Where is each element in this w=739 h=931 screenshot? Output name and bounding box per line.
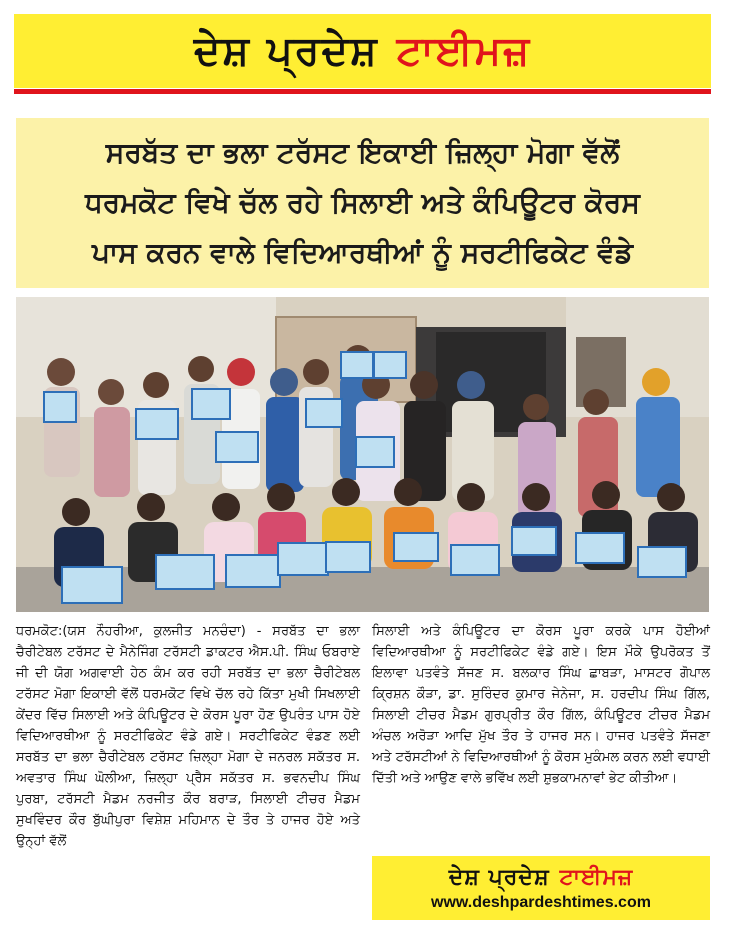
headline-line-1: ਸਰਬੱਤ ਦਾ ਭਲਾ ਟਰੱਸਟ ਇਕਾਈ ਜ਼ਿਲ੍ਹਾ ਮੋਗਾ ਵੱਲੋਂ [105, 136, 620, 169]
group-photo-illustration [16, 297, 709, 612]
headline-line-2: ਧਰਮਕੋਟ ਵਿਖੇ ਚੱਲ ਰਹੇ ਸਿਲਾਈ ਅਤੇ ਕੰਪਿਊਟਰ ਕੋਰਸ [85, 186, 640, 219]
footer-website-link[interactable]: www.deshpardeshtimes.com [431, 893, 651, 911]
footer-brand-box [372, 856, 710, 920]
article-headline [16, 118, 709, 288]
group-photo [16, 297, 709, 612]
footer-title [449, 865, 634, 890]
masthead-word-desh-pardesh: ਦੇਸ਼ ਪ੍ਰਦੇਸ਼ [193, 28, 379, 74]
article-body-right-column: ਸਿਲਾਈ ਅਤੇ ਕੰਪਿਊਟਰ ਦਾ ਕੋਰਸ ਪੂਰਾ ਕਰਕੇ ਪਾਸ ਹੋਈਆਂ ਵਿਦਿਆਰਥੀਆ ਨੂੰ ਸਰਟੀਫਿਕੇਟ ਵੰਡੇ ਗਏ। ਇਸ ਮੌਕੇ ਉਪਰੋਕਤ ਤੋਂ ਇਲਾਵਾ ਪਤਵੰਤੇ ਸੱਜਣ ਸ. ਬਲਕਾਰ ਸਿੰਘ ਛਾਬੜਾ, ਮਾਸਟਰ ਗੋਪਾਲ ਕ੍ਰਿਸ਼ਨ ਕੌੜਾ, ਡਾ. ਸੁਰਿੰਦਰ ਕੁਮਾਰ ਜੇਨੇਜਾ, ਸ. ਹਰਦੀਪ ਸਿੰਘ ਗਿੱਲ, ਸਿਲਾਈ ਟੀਚਰ ਮੈਡਮ ਗੁਰਪ੍ਰੀਤ ਕੌਰ ਗਿੱਲ, ਕੰਪਿਊਟਰ ਟੀਚਰ ਮੈਡਮ ਅੰਚਲ ਅਰੋੜਾ ਆਦਿ ਮੁੱਖ ਤੌਰ ਤੇ ਹਾਜਰ ਸਨ। ਹਾਜਰ ਪਤਵੰਤੇ ਸੱਜਣਾ ਅਤੇ ਟਰੱਸਟੀਆਂ ਨੇ ਵਿਦਿਆਰਥੀਆਂ ਨੂੰ ਕੋਰਸ ਮੁਕੰਮਲ ਕਰਨ ਲਈ ਵਧਾਈ ਦਿੱਤੀ ਅਤੇ ਆਉਣ ਵਾਲੇ ਭਵਿੱਖ ਲਈ ਸ਼ੁਭਕਾਮਨਾਵਾਂ ਭੇਟ ਕੀਤੀਆ। [372, 624, 710, 786]
footer-word-desh-pardesh: ਦੇਸ਼ ਪ੍ਰਦੇਸ਼ [448, 864, 550, 890]
masthead-divider [14, 89, 711, 94]
headline-line-3: ਪਾਸ ਕਰਨ ਵਾਲੇ ਵਿਦਿਆਰਥੀਆਂ ਨੂੰ ਸਰਟੀਫਿਕੇਟ ਵੰਡੇ [92, 236, 633, 269]
article-body-left-column: ਧਰਮਕੋਟ:(ਯਸ ਨੌਹਰੀਆ, ਕੁਲਜੀਤ ਮਨਚੰਦਾ) - ਸਰਬੱਤ ਦਾ ਭਲਾ ਚੈਰੀਟੇਬਲ ਟਰੱਸਟ ਦੇ ਮੈਨੇਜਿੰਗ ਟਰੱਸਟੀ ਡਾਕਟਰ ਐਸ.ਪੀ. ਸਿੰਘ ਓਬਰਾਏ ਜੀ ਦੀ ਯੋਗ ਅਗਵਾਈ ਹੇਠ ਕੰਮ ਕਰ ਰਹੀ ਸਰਬੱਤ ਦਾ ਭਲਾ ਚੈਰੀਟੇਬਲ ਟਰੱਸਟ ਮੋਗਾ ਇਕਾਈ ਵੱਲੋਂ ਧਰਮਕੋਟ ਵਿਖੇ ਚੱਲ ਰਹੇ ਕਿੱਤਾ ਮੁਖੀ ਸਿਖਲਾਈ ਕੇਂਦਰ ਵਿੱਚ ਸਿਲਾਈ ਅਤੇ ਕੰਪਿਊਟਰ ਦੇ ਕੋਰਸ ਪੂਰਾ ਹੋਣ ਉਪਰੰਤ ਪਾਸ ਹੋਏ ਵਿਦਿਆਰਥੀਆ ਨੂੰ ਸਰਟੀਫਿਕੇਟ ਵੰਡੇ ਗਏ। ਸਰਟੀਫਿਕੇਟ ਵੰਡਣ ਲਈ ਸਰਬੱਤ ਦਾ ਭਲਾ ਚੈਰੀਟੇਬਲ ਟਰੱਸਟ ਜ਼ਿਲ੍ਹਾ ਮੋਗਾ ਦੇ ਜਨਰਲ ਸਕੱਤਰ ਸ. ਅਵਤਾਰ ਸਿੰਘ ਘੋਲੀਆ, ਜ਼ਿਲ੍ਹਾ ਪ੍ਰੈਸ ਸਕੱਤਰ ਸ. ਭਵਨਦੀਪ ਸਿੰਘ ਪੁਰਬਾ, ਟਰੱਸਟੀ ਮੈਡਮ ਨਰਜੀਤ ਕੌਰ ਬਰਾੜ, ਸਿਲਾਈ ਟੀਚਰ ਮੈਡਮ ਸੁਖਵਿੰਦਰ ਕੌਰ ਬੁੱਘੀਪੁਰਾ ਵਿਸ਼ੇਸ਼ ਮਹਿਮਾਨ ਦੇ ਤੌਰ ਤੇ ਹਾਜਰ ਹੋਏ ਅਤੇ ਉਨ੍ਹਾਂ ਵੱਲੋਂ [16, 624, 360, 849]
masthead [14, 14, 711, 88]
footer-word-times: ਟਾਈਮਜ਼ [559, 864, 634, 890]
masthead-word-times: ਟਾਈਮਜ਼ [396, 28, 532, 74]
